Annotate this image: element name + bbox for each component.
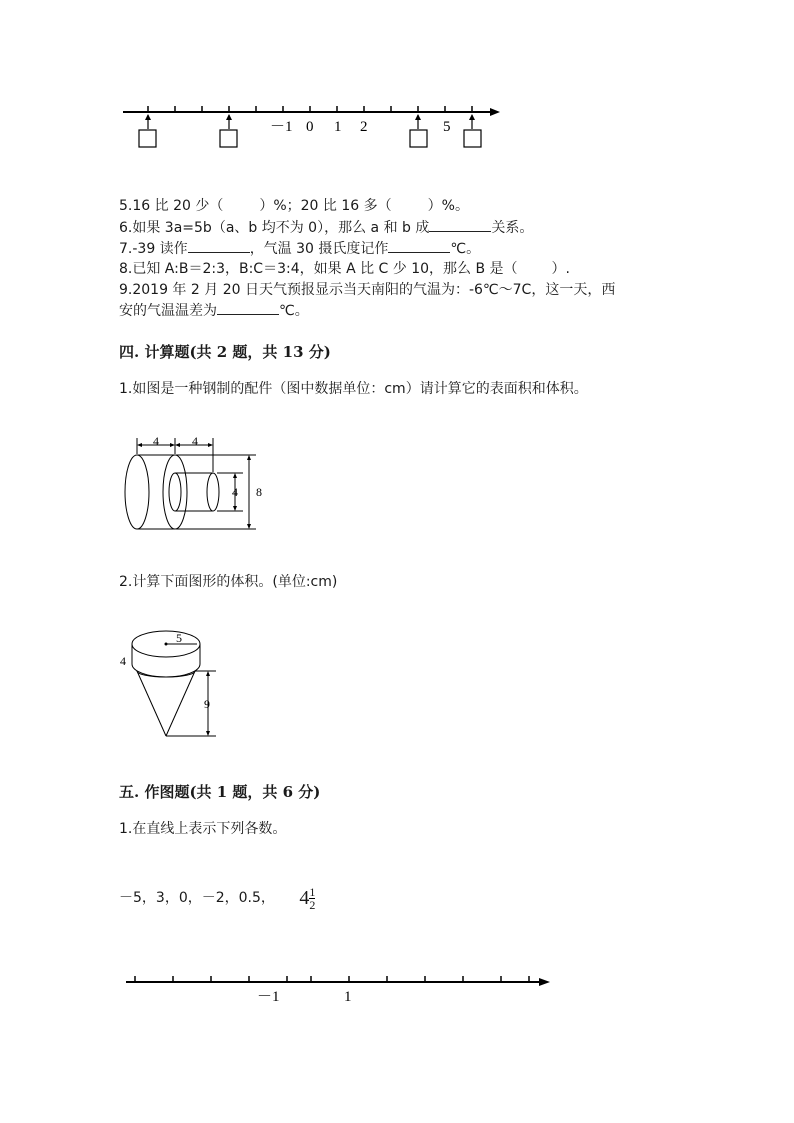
number-line-2 [120, 968, 560, 1008]
question-7: 7.-39 读作 ，气温 30 摄氏度记作 ℃。 [119, 238, 480, 259]
numline1-label: 2 [360, 119, 368, 135]
numline1-label: 5 [443, 119, 451, 135]
section-5-title: 五. 作图题(共 1 题，共 6 分) [119, 783, 321, 801]
numline1-label: 1 [334, 119, 342, 135]
section-4-question-2: 2.计算下面图形的体积。(单位:cm) [119, 574, 338, 590]
question-9-line-1: 9.2019 年 2 月 20 日天气预报显示当天南阳的气温为：-6℃～7C，这一天，西 [119, 282, 616, 298]
numline1-label: 0 [306, 119, 314, 135]
question-8: 8.已知 A:B＝2:3，B:C＝3:4，如果 A 比 C 少 10，那么 B 是（ ）. [119, 261, 570, 277]
numbers-to-plot: －5，3，0，－2，0.5， 4 $\frac{1}{2}$ [119, 884, 316, 912]
numline2-label: 1 [344, 989, 352, 1005]
section-4-question-1: 1.如图是一种钢制的配件（图中数据单位：cm）请计算它的表面积和体积。 [119, 381, 588, 397]
answer-blank[interactable] [188, 238, 250, 253]
answer-blank[interactable] [217, 300, 279, 315]
question-9-line-2: 安的气温温差为 ℃。 [119, 300, 309, 321]
mixed-number-fraction: $\frac{1}{2}$ [309, 884, 316, 912]
radius-label: 5 [176, 631, 182, 645]
question-5: 5.16 比 20 少（ ）%；20 比 16 多（ ）%。 [119, 198, 469, 214]
height-label: 4 [120, 654, 126, 668]
dimension-label: 4 [153, 434, 159, 448]
question-6: 6.如果 3a=5b（a、b 均不为 0），那么 a 和 b 成 关系。 [119, 217, 533, 238]
dimension-label: 4 [232, 485, 238, 499]
dimension-label: 4 [192, 434, 198, 448]
mixed-number-whole: 4 [299, 887, 310, 909]
number-line-with-boxes [115, 95, 510, 155]
numline2-label: －1 [257, 989, 280, 1005]
height-label: 9 [204, 697, 210, 711]
numline1-label: －1 [270, 119, 293, 135]
steel-part-figure [118, 430, 278, 535]
dimension-label: 8 [256, 485, 262, 499]
section-5-question-1: 1.在直线上表示下列各数。 [119, 821, 287, 837]
section-4-title: 四. 计算题(共 2 题，共 13 分) [119, 343, 331, 361]
cylinder-cone-figure [115, 622, 225, 742]
answer-blank[interactable] [429, 217, 491, 232]
answer-blank[interactable] [388, 238, 450, 253]
